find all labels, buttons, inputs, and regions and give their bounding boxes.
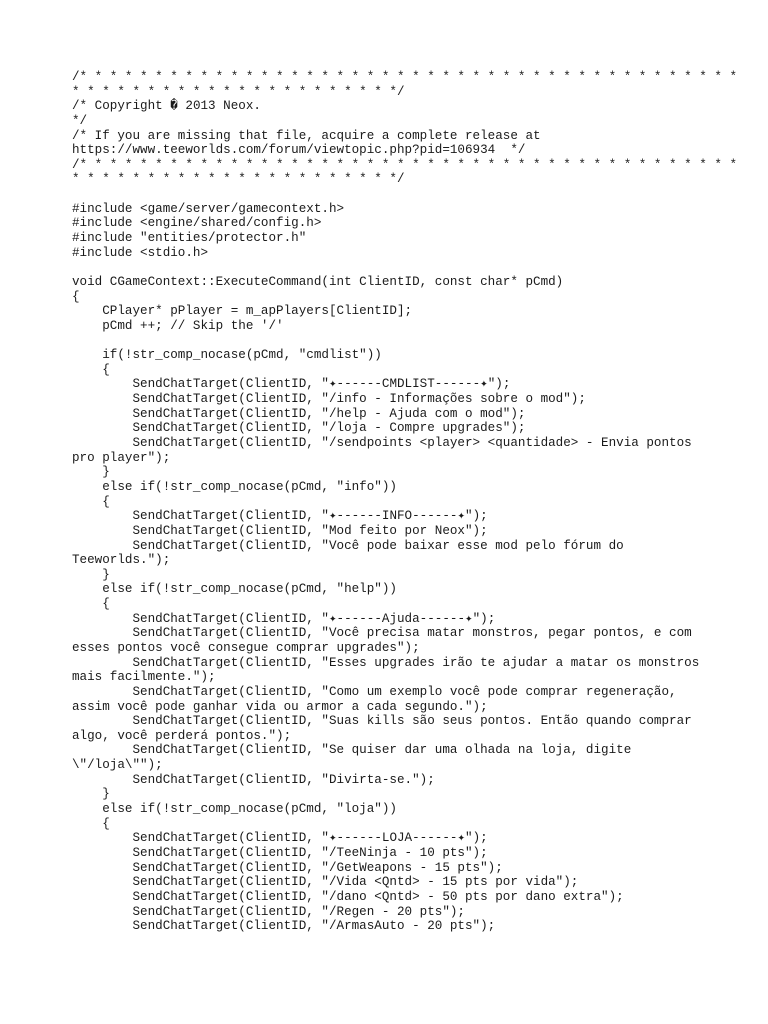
code-line: SendChatTarget(ClientID, "Como um exemplo você pode comprar regeneração, [72, 684, 677, 699]
code-line: SendChatTarget(ClientID, "Suas kills são seus pontos. Então quando comprar [72, 714, 692, 729]
code-line: https://www.teeworlds.com/forum/viewtopic.php?pid=106934 */ [72, 143, 526, 158]
code-line: else if(!str_comp_nocase(pCmd, "help")) [72, 582, 397, 597]
code-line: { [72, 362, 110, 377]
code-line: \"/loja\""); [72, 758, 163, 773]
code-line: SendChatTarget(ClientID, "/info - Informações sobre o mod"); [72, 392, 586, 407]
code-line: SendChatTarget(ClientID, "/dano <Qntd> - 50 pts por dano extra"); [72, 889, 624, 904]
code-line: assim você pode ganhar vida ou armor a cada segundo."); [72, 699, 488, 714]
code-line: SendChatTarget(ClientID, "✦------CMDLIST------✦"); [72, 377, 511, 392]
code-line: #include <engine/shared/config.h> [72, 216, 322, 231]
code-line: void CGameContext::ExecuteCommand(int ClientID, const char* pCmd) [72, 274, 564, 289]
code-line: SendChatTarget(ClientID, "✦------INFO------✦"); [72, 509, 488, 524]
code-line: SendChatTarget(ClientID, "/TeeNinja - 10 pts"); [72, 845, 488, 860]
code-line: SendChatTarget(ClientID, "Esses upgrades irão te ajudar a matar os monstros [72, 655, 700, 670]
code-line: SendChatTarget(ClientID, "Você pode baixar esse mod pelo fórum do [72, 538, 624, 553]
code-line: /* Copyright � 2013 Neox. [72, 99, 261, 114]
code-line: /* * * * * * * * * * * * * * * * * * * * * * * * * * * * * * * * * * * * * * * * * * * * [72, 70, 738, 84]
code-line: /* * * * * * * * * * * * * * * * * * * * * * * * * * * * * * * * * * * * * * * * * * * * [72, 157, 738, 172]
code-line: } [72, 567, 110, 582]
document-page [72, 70, 738, 934]
code-line: mais facilmente."); [72, 670, 216, 685]
code-line: SendChatTarget(ClientID, "/GetWeapons - 15 pts"); [72, 860, 503, 875]
code-line: * * * * * * * * * * * * * * * * * * * * * */ [72, 84, 405, 99]
code-line: /* If you are missing that file, acquire a complete release at [72, 128, 541, 143]
code-line [72, 334, 712, 349]
code-line: { [72, 494, 110, 509]
code-line: } [72, 465, 110, 480]
code-line: #include <stdio.h> [72, 245, 209, 260]
code-line: SendChatTarget(ClientID, "Mod feito por Neox"); [72, 523, 488, 538]
code-line: #include "entities/protector.h" [72, 231, 307, 246]
code-line: */ [72, 113, 88, 128]
code-line: Teeworlds."); [72, 553, 171, 568]
code-line: { [72, 289, 80, 304]
code-line: SendChatTarget(ClientID, "/Regen - 20 pts"); [72, 904, 465, 919]
code-line: esses pontos você consegue comprar upgrades"); [72, 640, 420, 655]
code-line: else if(!str_comp_nocase(pCmd, "info")) [72, 479, 397, 494]
code-line: SendChatTarget(ClientID, "/loja - Compre upgrades"); [72, 421, 526, 436]
code-line: if(!str_comp_nocase(pCmd, "cmdlist")) [72, 348, 382, 363]
code-line: { [72, 816, 110, 831]
code-line [72, 187, 712, 202]
code-line: } [72, 787, 110, 802]
code-line: SendChatTarget(ClientID, "✦------LOJA------✦"); [72, 831, 488, 846]
code-line: SendChatTarget(ClientID, "/sendpoints <player> <quantidade> - Envia pontos [72, 436, 692, 451]
code-line: pro player"); [72, 450, 171, 465]
code-line: CPlayer* pPlayer = m_apPlayers[ClientID]; [72, 304, 413, 319]
code-line: SendChatTarget(ClientID, "/help - Ajuda com o mod"); [72, 406, 526, 421]
code-line: SendChatTarget(ClientID, "/Vida <Qntd> - 15 pts por vida"); [72, 875, 579, 890]
code-line: pCmd ++; // Skip the '/' [72, 318, 284, 333]
code-line: SendChatTarget(ClientID, "/ArmasAuto - 20 pts"); [72, 919, 496, 934]
code-line: SendChatTarget(ClientID, "✦------Ajuda------✦"); [72, 611, 496, 626]
code-line: SendChatTarget(ClientID, "Se quiser dar uma olhada na loja, digite [72, 743, 632, 758]
code-line: { [72, 597, 110, 612]
code-line: SendChatTarget(ClientID, "Você precisa matar monstros, pegar pontos, e com [72, 626, 692, 641]
code-line: SendChatTarget(ClientID, "Divirta-se."); [72, 772, 435, 787]
code-line: else if(!str_comp_nocase(pCmd, "loja")) [72, 802, 397, 817]
code-line: * * * * * * * * * * * * * * * * * * * * * */ [72, 172, 405, 187]
source-code-listing [72, 70, 738, 934]
code-line [72, 260, 712, 275]
code-line: #include <game/server/gamecontext.h> [72, 201, 345, 216]
code-line: algo, você perderá pontos."); [72, 728, 292, 743]
